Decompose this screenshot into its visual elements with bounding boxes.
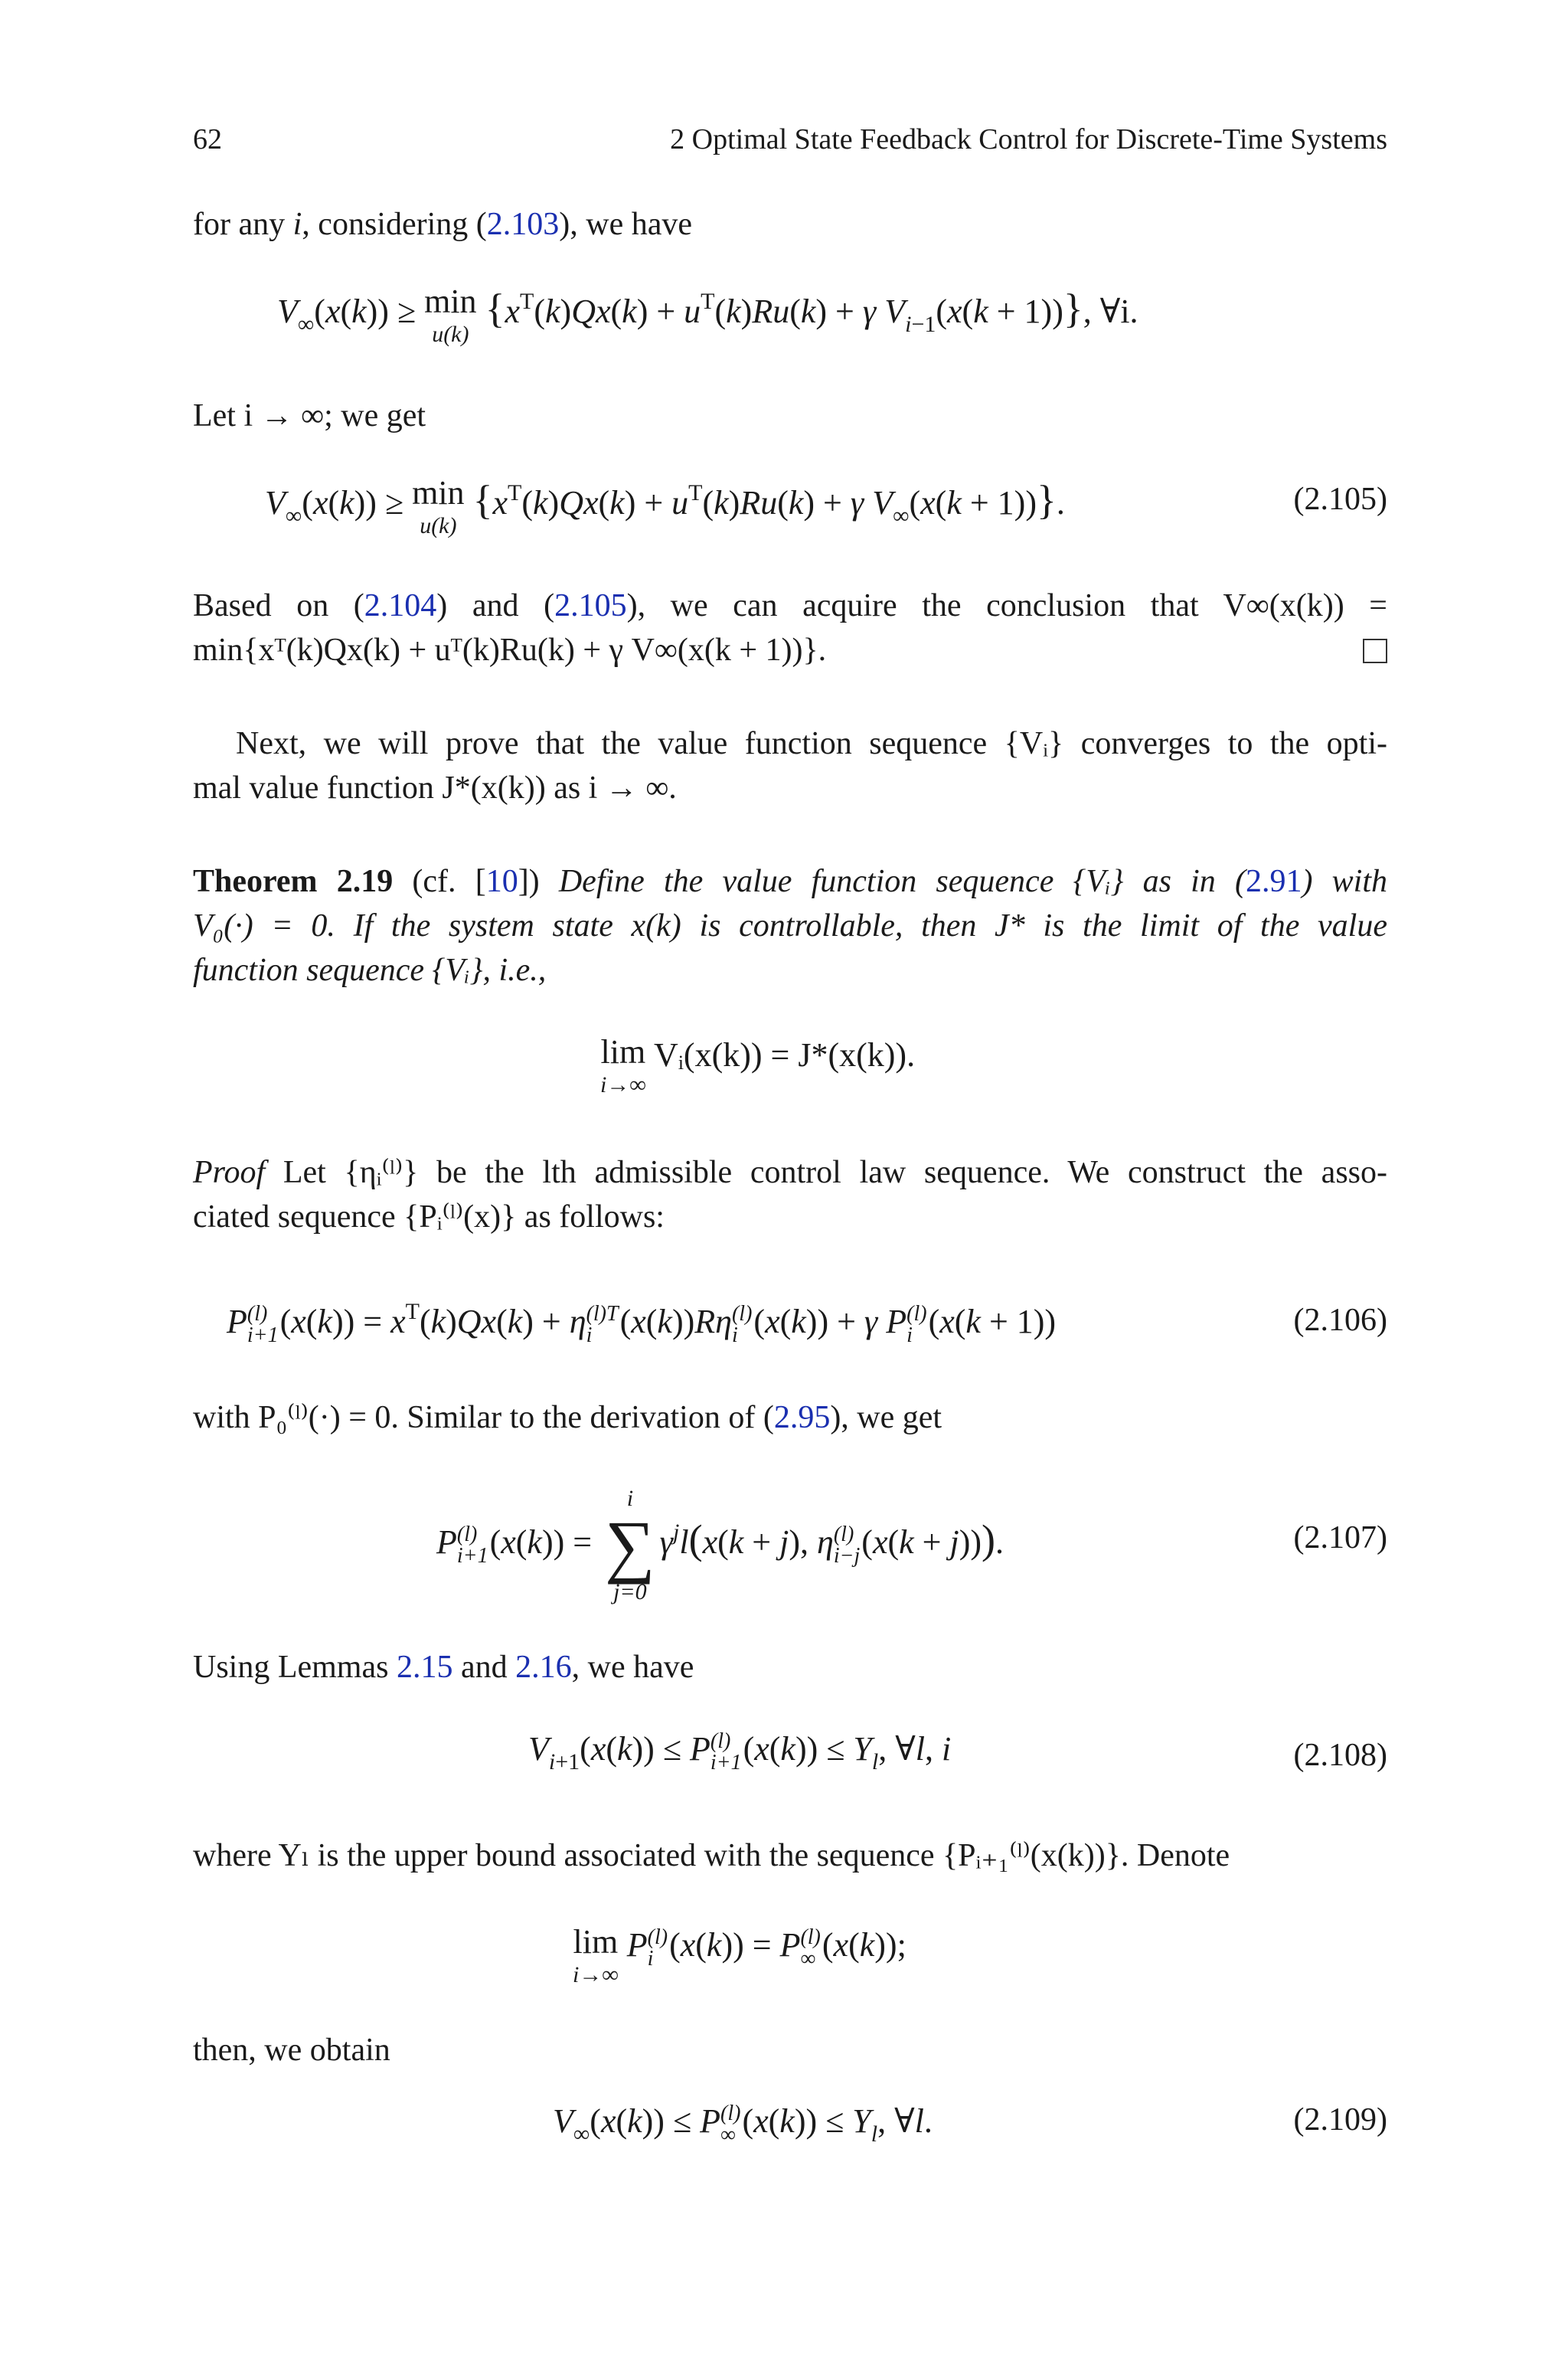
paragraph-5: with P₀⁽ˡ⁾(·) = 0. Similar to the derivation of (2.95), we get — [193, 1400, 942, 1435]
equation-number-2-108: (2.108) — [1293, 1738, 1387, 1773]
proof-paragraph: Proof Let {ηᵢ⁽ˡ⁾} be the lth admissible control law sequence. We construct the asso- ciated sequence {Pᵢ⁽ˡ⁾(x)} as follows: — [193, 1155, 1387, 1235]
qed-symbol — [1363, 639, 1387, 663]
page-number: 62 — [193, 123, 222, 155]
equation-2-108: $V_{i+1}(x(k)) \le P$ (l) i+1 $(x(k)) \le Y_l$, ∀l, i — [528, 1729, 952, 1775]
paragraph-8: then, we obtain — [193, 2033, 390, 2068]
ref-2-105[interactable]: 2.105 — [554, 588, 627, 623]
equation-number-2-109: (2.109) — [1293, 2102, 1387, 2138]
equation-2-109: $V_\infty(x(k)) \le P$ (l) ∞ $(x(k)) \le Y_l$, ∀l. — [553, 2101, 933, 2147]
theorem-2-19: Theorem 2.19 (cf. [10]) Define the value function sequence {Vᵢ} as in (2.91) with V₀(·) = 0. If the system state x(k) is controllable, then J* is the limit of the value function sequence {Vᵢ}, i.e., — [193, 864, 1387, 988]
paragraph-7: where Yₗ is the upper bound associated with the sequence {Pᵢ₊₁⁽ˡ⁾(x(k))}. Denote — [193, 1838, 1230, 1873]
equation-vi-bound: $V_\infty(x(k))$ ≥ min u(k) {$x^T(k)Qx(k) + u^T(k)Ru(k) + \gamma$ $V_{i-1}(x(k + 1))$}, ∀i. — [277, 283, 1138, 347]
cite-10[interactable]: 10 — [485, 864, 518, 899]
equation-limit-p: lim i→∞ P (l) i (x(k)) = P (l) ∞ (x(k)); — [573, 1923, 906, 1987]
paragraph-3: Based on (2.104) and (2.105), we can acquire the conclusion that V∞(x(k)) = min{xᵀ(k)Qx(k) + uᵀ(k)Ru(k) + γ V∞(x(k + 1))}. — [193, 588, 1387, 668]
equation-number-2-106: (2.106) — [1293, 1303, 1387, 1338]
ref-lemma-2-16[interactable]: 2.16 — [515, 1650, 572, 1685]
equation-2-105: $V_\infty(x(k))$ ≥ min u(k) {$x^T(k)Qx(k) + u^T(k)Ru(k) + \gamma$ $V_\infty(x(k + 1))$}. — [265, 474, 1065, 538]
ref-2-91[interactable]: 2.91 — [1245, 864, 1302, 899]
ref-lemma-2-15[interactable]: 2.15 — [396, 1650, 453, 1685]
paragraph-2: Let i → ∞; we get — [193, 398, 426, 433]
theorem-label: Theorem 2.19 — [193, 864, 394, 899]
equation-2-107: P (l) i+1 (x(k)) = i ∑ j=0 $\gamma^jl(x(k + j)$, η (l) i−j (x(k + j))). — [436, 1486, 1004, 1604]
equation-2-106: P (l) i+1 $(x(k)) = x^T(k)Qx(k) + \eta$ (l)T i (x(k))Rη (l) i (x(k)) + γ P (l) i (x(k + 1)) — [227, 1299, 1057, 1347]
equation-number-2-105: (2.105) — [1293, 482, 1387, 517]
paragraph-6: Using Lemmas 2.15 and 2.16, we have — [193, 1650, 694, 1685]
ref-2-104[interactable]: 2.104 — [364, 588, 437, 623]
running-header: 2 Optimal State Feedback Control for Discrete-Time Systems — [670, 123, 1387, 155]
equation-number-2-107: (2.107) — [1293, 1520, 1387, 1555]
paragraph-1: for any i, considering (2.103), we have — [193, 207, 692, 242]
ref-2-103[interactable]: 2.103 — [486, 207, 560, 242]
paragraph-4: Next, we will prove that the value function sequence {Vᵢ} converges to the opti- mal value function J*(x(k)) as i → ∞. — [193, 726, 1387, 806]
proof-label: Proof — [193, 1155, 266, 1190]
equation-limit-vi: lim i→∞ Vᵢ(x(k)) = J*(x(k)). — [600, 1033, 916, 1097]
ref-2-95[interactable]: 2.95 — [773, 1400, 831, 1435]
